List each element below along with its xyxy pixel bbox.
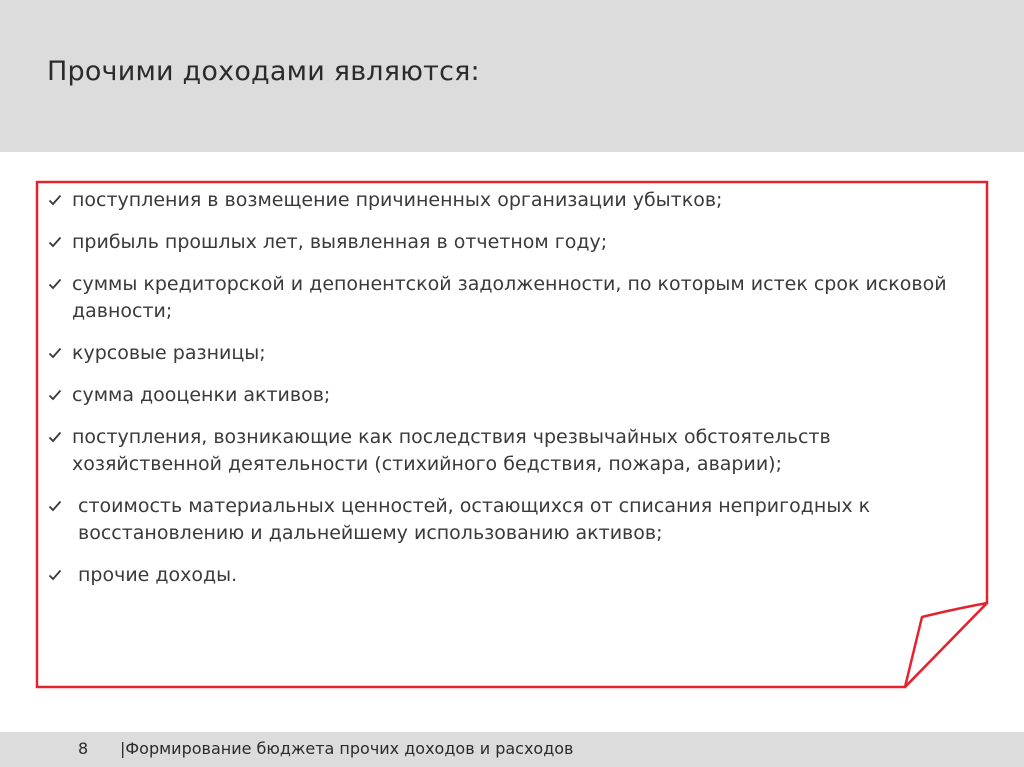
list-item <box>48 493 978 547</box>
list-item-text: прибыль прошлых лет, выявленная в отчетном году; <box>72 231 608 253</box>
list-item-text: курсовые разницы; <box>72 342 266 364</box>
footer-caption: |Формирование бюджета прочих доходов и расходов <box>120 739 574 758</box>
check-icon <box>48 229 66 256</box>
list-item-text: прочие доходы. <box>78 564 238 586</box>
check-icon <box>48 493 66 520</box>
check-icon <box>48 424 66 451</box>
check-icon <box>48 382 66 409</box>
footer <box>0 732 1024 767</box>
list-item-text: стоимость материальных ценностей, остающихся от списания непригодных к восстановлению и дальнейшему использованию активов; <box>78 495 871 544</box>
check-icon <box>48 562 66 589</box>
content-area <box>48 187 978 604</box>
page-number: 8 <box>78 739 89 758</box>
list-item <box>48 382 978 409</box>
list-item-text: сумма дооценки активов; <box>72 384 331 406</box>
list-item <box>48 271 978 325</box>
list-item-text: суммы кредиторской и депонентской задолженности, по которым истек срок исковой давности; <box>72 273 947 322</box>
list-item <box>48 562 978 589</box>
check-icon <box>48 340 66 367</box>
list-item <box>48 229 978 256</box>
slide-title: Прочими доходами являются: <box>47 56 480 87</box>
bullet-list <box>48 187 978 589</box>
list-item <box>48 187 978 214</box>
check-icon <box>48 271 66 298</box>
list-item-text: поступления, возникающие как последствия чрезвычайных обстоятельств хозяйственной деятельности (стихийного бедствия, пожара, аварии); <box>72 426 831 475</box>
list-item <box>48 340 978 367</box>
list-item <box>48 424 978 478</box>
list-item-text: поступления в возмещение причиненных организации убытков; <box>72 189 723 211</box>
check-icon <box>48 187 66 214</box>
